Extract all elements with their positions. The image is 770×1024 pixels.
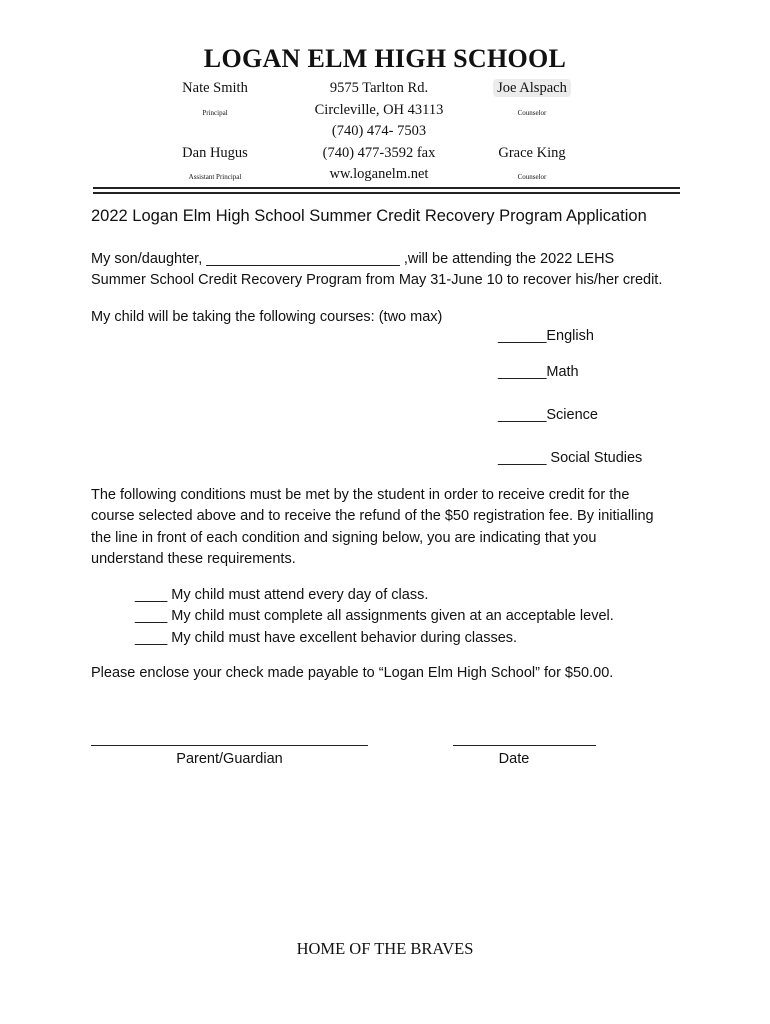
courses-prompt: My child will be taking the following courses: (two max) bbox=[91, 309, 443, 325]
address-street: 9575 Tarlton Rd. bbox=[329, 80, 429, 96]
conditions-text-4: understand these requirements. bbox=[91, 551, 296, 567]
parent-signature-line[interactable] bbox=[91, 745, 368, 746]
address-phone: (740) 474- 7503 bbox=[331, 123, 427, 139]
course-math[interactable]: ______Math bbox=[498, 364, 579, 380]
counselor-1-name-text: Joe Alspach bbox=[493, 79, 571, 97]
conditions-text-1: The following conditions must be met by the student in order to receive credit for the bbox=[91, 487, 630, 503]
counselor-2-role: Counselor bbox=[517, 173, 547, 181]
address-city: Circleville, OH 43113 bbox=[314, 102, 444, 118]
date-signature-line[interactable] bbox=[453, 745, 596, 746]
footer-motto: HOME OF THE BRAVES bbox=[296, 939, 474, 958]
address-fax: (740) 477-3592 fax bbox=[322, 145, 436, 161]
principal-role: Principal bbox=[202, 109, 228, 117]
course-science[interactable]: ______Science bbox=[498, 407, 598, 423]
intro-line-2: Summer School Credit Recovery Program from May 31-June 10 to recover his/her credit. bbox=[91, 272, 663, 288]
parent-guardian-label: Parent/Guardian bbox=[176, 751, 283, 767]
assistant-principal-name: Dan Hugus bbox=[182, 145, 248, 161]
date-label: Date bbox=[498, 751, 530, 767]
header-divider-bottom bbox=[93, 192, 680, 194]
header-divider-top bbox=[93, 187, 680, 189]
condition-assignments[interactable]: ____ My child must complete all assignments given at an acceptable level. bbox=[135, 608, 614, 624]
counselor-2-name: Grace King bbox=[498, 145, 566, 161]
payment-note: Please enclose your check made payable to “Logan Elm High School” for $50.00. bbox=[91, 665, 614, 681]
form-title: 2022 Logan Elm High School Summer Credit Recovery Program Application bbox=[91, 207, 647, 225]
conditions-text-2: course selected above and to receive the refund of the $50 registration fee. By initialling bbox=[91, 508, 654, 524]
condition-attendance[interactable]: ____ My child must attend every day of class. bbox=[135, 587, 429, 603]
counselor-1-name bbox=[468, 80, 596, 97]
condition-behavior[interactable]: ____ My child must have excellent behavior during classes. bbox=[135, 630, 518, 646]
course-social-studies[interactable]: ______ Social Studies bbox=[498, 450, 643, 466]
intro-line-1: My son/daughter, ________________________ ,will be attending the 2022 LEHS bbox=[91, 251, 615, 267]
assistant-principal-role: Assistant Principal bbox=[188, 173, 242, 181]
address-website: ww.loganelm.net bbox=[329, 166, 429, 182]
principal-name: Nate Smith bbox=[182, 80, 248, 96]
course-english[interactable]: ______English bbox=[498, 328, 594, 344]
school-name: LOGAN ELM HIGH SCHOOL bbox=[203, 44, 567, 73]
counselor-1-role: Counselor bbox=[517, 109, 547, 117]
conditions-text-3: the line in front of each condition and signing below, you are indicating that you bbox=[91, 530, 597, 546]
